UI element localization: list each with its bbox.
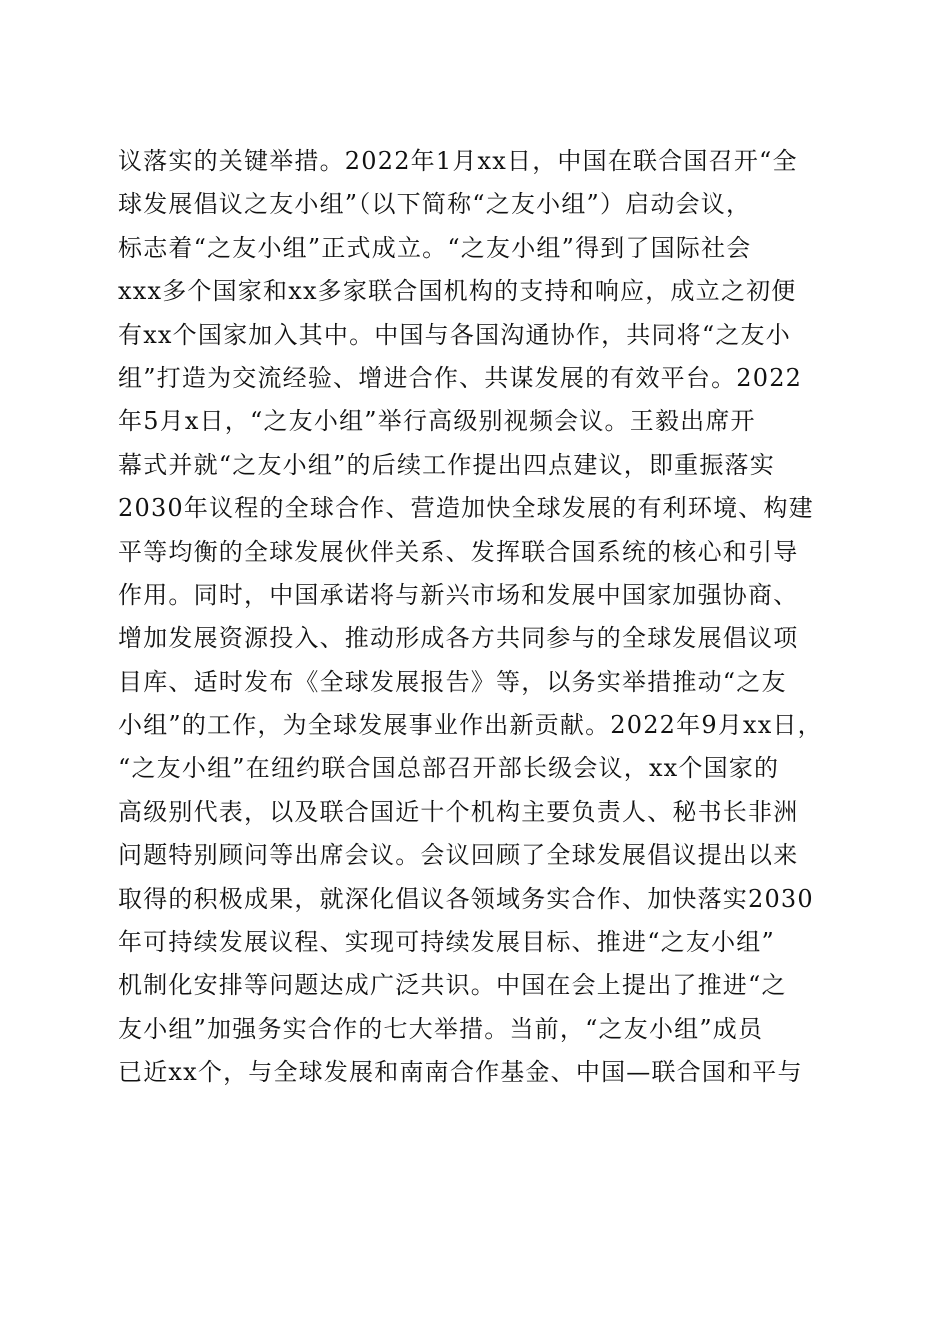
text-line: 年可持续发展议程、实现可持续发展目标、推进“之友小组” (118, 928, 775, 957)
text-line: 标志着“之友小组”正式成立。“之友小组”得到了国际社会 (118, 233, 752, 262)
text-line: 年5月x日，“之友小组”举行高级别视频会议。王毅出席开 (118, 407, 756, 436)
text-line: 议落实的关键举措。2022年1月xx日，中国在联合国召开“全 (118, 147, 798, 175)
text-line: 作用。同时，中国承诺将与新兴市场和发展中国家加强协商、 (118, 580, 799, 609)
text-line: 取得的积极成果，就深化倡议各领域务实合作、加快落实2030 (118, 884, 814, 913)
text-line: 平等均衡的全球发展伙伴关系、发挥联合国系统的核心和引导 (118, 537, 799, 566)
text-line: 机制化安排等问题达成广泛共识。中国在会上提出了推进“之 (118, 971, 787, 1000)
text-line: 目库、适时发布《全球发展报告》等，以务实举措推动“之友 (118, 667, 787, 696)
text-line: 组”打造为交流经验、增进合作、共谋发展的有效平台。2022 (118, 363, 803, 392)
text-line: 已近xx个，与全球发展和南南合作基金、中国—联合国和平与 (118, 1058, 803, 1087)
text-line: xxx多个国家和xx多家联合国机构的支持和响应，成立之初便 (118, 277, 797, 306)
text-line: 高级别代表，以及联合国近十个机构主要负责人、秘书长非洲 (118, 797, 799, 826)
text-line: “之友小组”在纽约联合国总部召开部长级会议，xx个国家的 (118, 754, 780, 783)
text-line: 小组”的工作，为全球发展事业作出新贡献。2022年9月xx日， (118, 711, 823, 740)
text-line: 2030年议程的全球合作、营造加快全球发展的有利环境、构建 (118, 494, 814, 523)
text-line: 问题特别顾问等出席会议。会议回顾了全球发展倡议提出以来 (118, 841, 799, 870)
text-line: 友小组”加强务实合作的七大举措。当前，“之友小组”成员 (118, 1014, 764, 1043)
text-line: 有xx个国家加入其中。中国与各国沟通协作，共同将“之友小 (118, 320, 791, 349)
body-paragraph (118, 140, 838, 1095)
text-line: 球发展倡议之友小组”（以下简称“之友小组”）启动会议， (118, 190, 752, 219)
text-line: 幕式并就“之友小组”的后续工作提出四点建议，即重振落实 (118, 450, 775, 479)
text-line: 增加发展资源投入、推动形成各方共同参与的全球发展倡议项 (118, 624, 799, 653)
